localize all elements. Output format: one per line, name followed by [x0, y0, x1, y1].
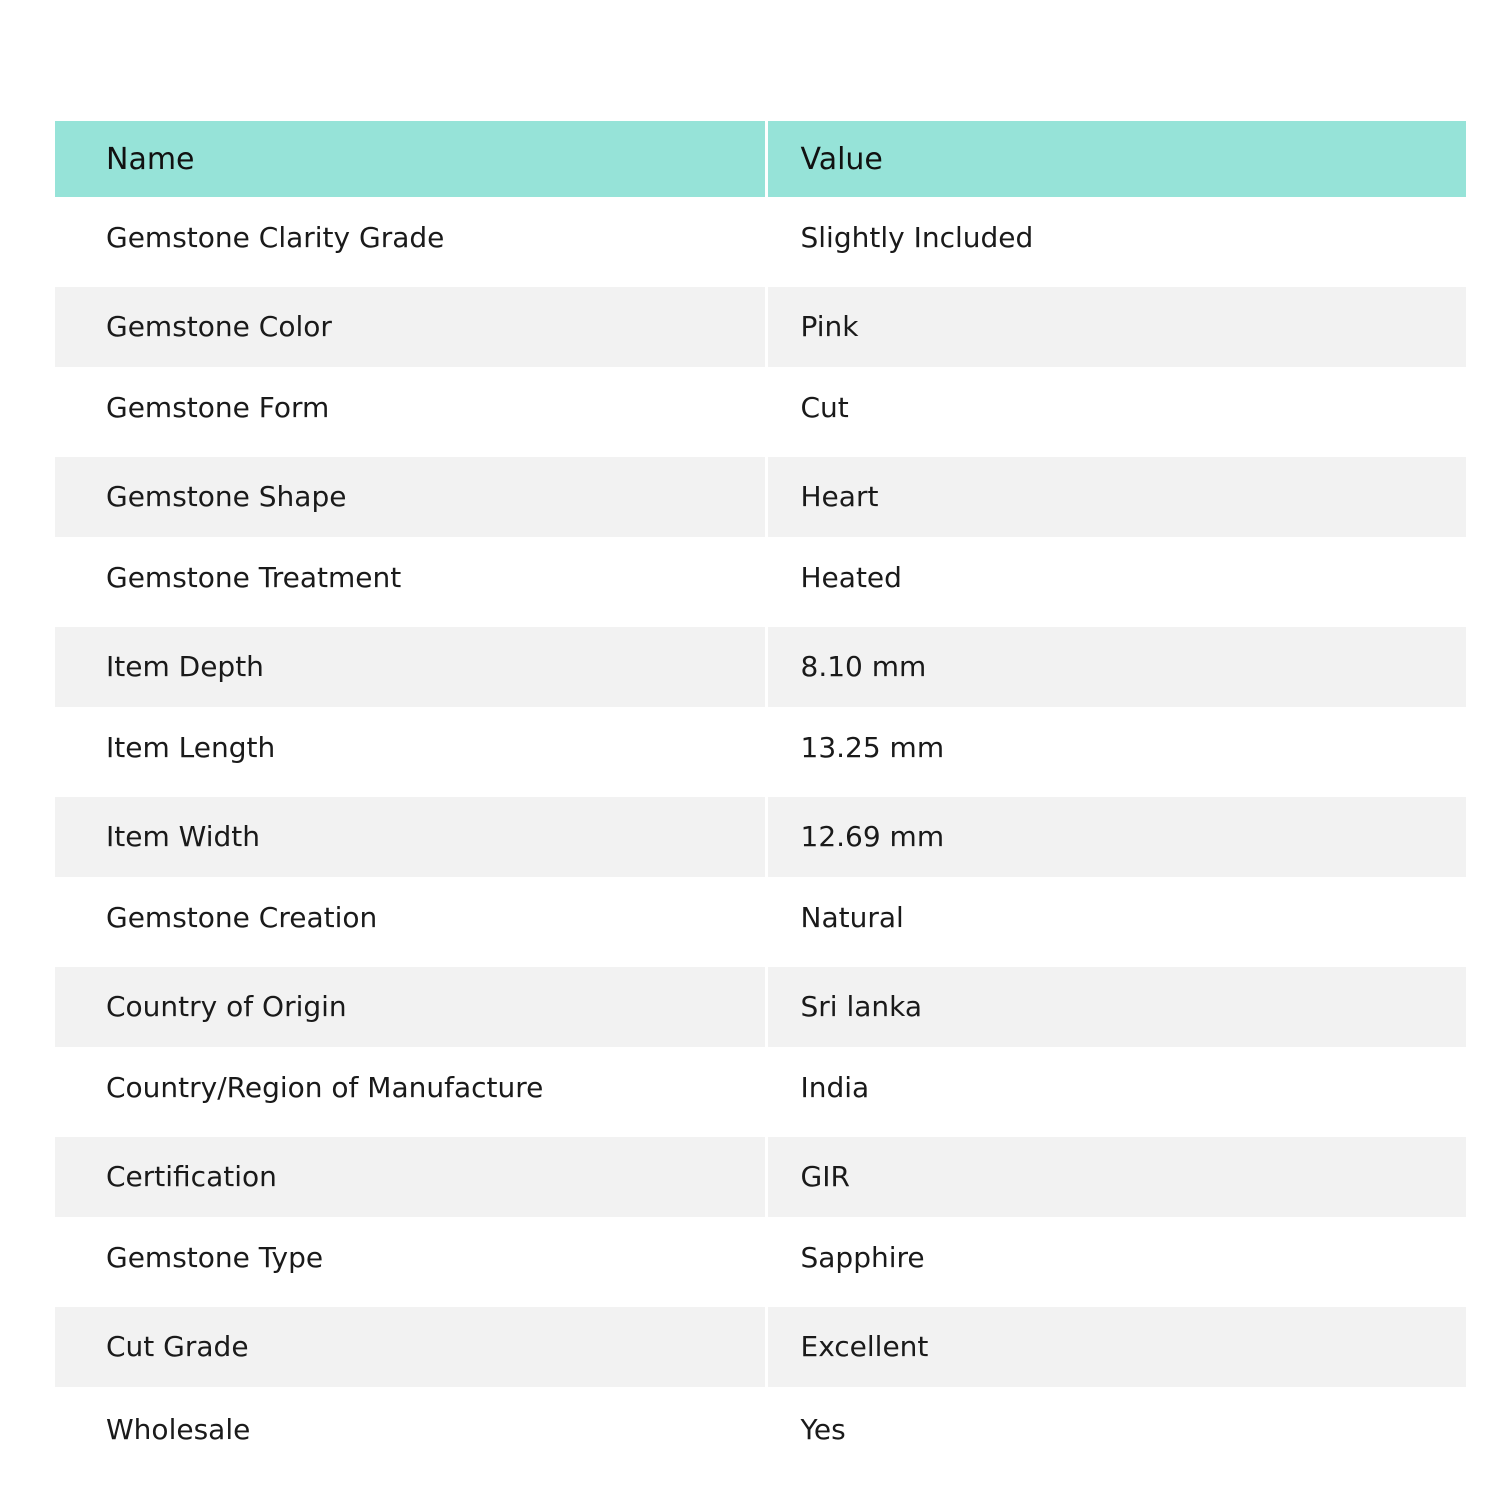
header-value-label: Value [766, 121, 1466, 197]
row-value-cell: Heart [766, 452, 1466, 537]
table-row [55, 1217, 1466, 1302]
row-value-cell: Slightly Included [766, 197, 1466, 282]
row-name-cell: Certification [55, 1132, 766, 1217]
row-value-cell: 12.69 mm [766, 792, 1466, 877]
row-value-cell: Heated [766, 537, 1466, 622]
table-row [55, 1132, 1466, 1217]
row-name-cell: Item Length [106, 730, 276, 764]
row-name-cell: Wholesale [106, 1413, 251, 1446]
row-value-cell: India [766, 1047, 1466, 1132]
row-name-cell: Gemstone Type [106, 1240, 324, 1274]
row-value-cell: Yes [766, 1387, 1466, 1472]
table-row [55, 537, 1466, 622]
row-value-cell: GIR [766, 1132, 1466, 1217]
row-value-cell: Natural [766, 877, 1466, 962]
table-row [55, 1302, 1466, 1387]
table-row [55, 1387, 1466, 1472]
row-name-cell: Item Width [55, 792, 766, 877]
row-name-cell: Gemstone Form [106, 390, 330, 424]
row-value-cell: 13.25 mm [766, 707, 1466, 792]
row-value-cell: Excellent [766, 1302, 1466, 1387]
item-specifics-table [55, 121, 1466, 1472]
row-value-cell: Pink [766, 282, 1466, 367]
row-name-cell: Gemstone Treatment [106, 560, 402, 594]
table-row [55, 792, 1466, 877]
table-row [55, 707, 1466, 792]
row-name-cell: Item Depth [55, 622, 766, 707]
header-row [55, 121, 1466, 197]
row-value-cell: Sapphire [766, 1217, 1466, 1302]
table-body [55, 197, 1466, 1472]
row-name-cell: Cut Grade [55, 1302, 766, 1387]
row-name-cell: Gemstone Shape [55, 452, 766, 537]
table-row [55, 1047, 1466, 1132]
table-row [55, 877, 1466, 962]
row-name-cell: Country/Region of Manufacture [106, 1070, 544, 1104]
row-name-cell: Gemstone Creation [106, 900, 378, 934]
table-row [55, 282, 1466, 367]
row-name-cell: Country of Origin [55, 962, 766, 1047]
row-value-cell: Cut [766, 367, 1466, 452]
row-value-cell: Sri lanka [766, 962, 1466, 1047]
row-name-cell: Gemstone Color [55, 282, 766, 367]
row-value-cell: 8.10 mm [766, 622, 1466, 707]
table-row [55, 962, 1466, 1047]
table-row [55, 367, 1466, 452]
header-name-label: Name [55, 121, 766, 197]
table-header [55, 121, 1466, 197]
table-row [55, 452, 1466, 537]
table-row [55, 197, 1466, 282]
table-row [55, 622, 1466, 707]
row-name-cell: Gemstone Clarity Grade [106, 220, 445, 254]
